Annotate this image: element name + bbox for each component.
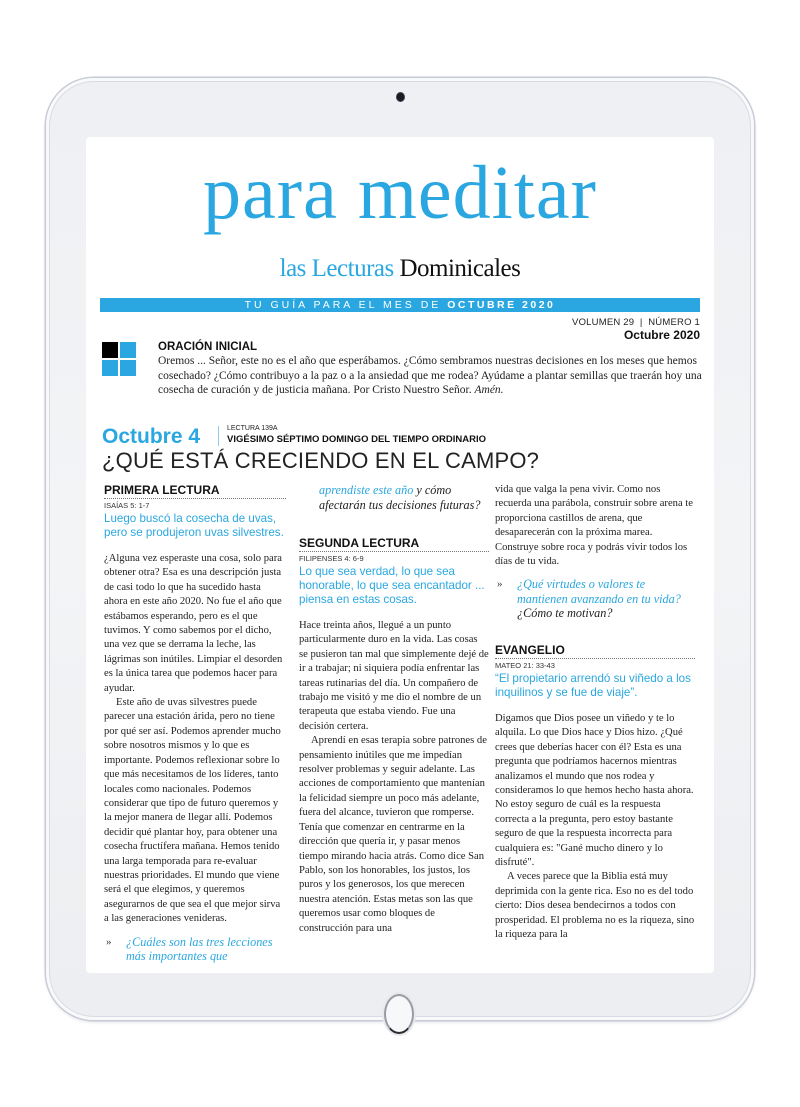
paragraph: vida que valga la pena vivir. Como nos recuerda una parábola, construir sobre arena te proporciona castillos de arena, que desaparecerán con la próxima marea. Construye sobre roca y podrás vivir todos los días de tu vida.: [495, 484, 693, 568]
lectura-number: LECTURA 139A: [227, 425, 278, 432]
tablet-screen: [86, 137, 714, 973]
section-heading: SEGUNDA LECTURA: [299, 536, 489, 552]
reflection-question-continued: [299, 483, 489, 512]
camera-icon: [397, 93, 404, 101]
prayer-title: ORACIÓN INICIAL: [158, 341, 258, 353]
home-button[interactable]: [384, 994, 414, 1034]
scripture-quote: Luego buscó la cosecha de uvas, pero se produjeron uvas silvestres.: [104, 512, 284, 539]
reflection-question: [495, 577, 695, 621]
month-guide-band: [100, 298, 700, 312]
volume-number: VOLUMEN 29 | NÚMERO 1: [572, 317, 700, 328]
raquo-icon: »: [106, 935, 112, 948]
headline: ¿QUÉ ESTÁ CRECIENDO EN EL CAMPO?: [102, 448, 540, 473]
paragraph: A veces parece que la Biblia está muy deprimida con la gente rica. Eso no es del todo cierto: Dios desea bendecirnos a todos con prosperidad. El problema no es la riqueza, sino la riqueza para la: [495, 871, 695, 941]
question-text-blue: aprendiste este año: [319, 483, 414, 497]
four-squares-logo-icon: [102, 342, 136, 376]
sunday-name: VIGÉSIMO SÉPTIMO DOMINGO DEL TIEMPO ORDINARIO: [227, 434, 486, 445]
section-heading: EVANGELIO: [495, 643, 695, 659]
subtitle-blue: las Lecturas: [279, 255, 394, 282]
scripture-ref: FILIPENSES 4: 6-9: [299, 554, 364, 563]
prayer-amen: Amén.: [474, 384, 504, 396]
paragraph: ¿Alguna vez esperaste una cosa, solo para obtener otra? Esa es una descripción justa de casi todo lo que ha sucedido hasta ahora en este año 2020. No fue el año que estábamos esperando, pero es el que tuvimos. Y como sabemos por el dicho, una vez que se derrama la leche, las lágrimas son inútiles. Limpiar el desorden es la única tarea que podemos hacer para ayudar.: [104, 553, 283, 694]
paragraph: Hace treinta años, llegué a un punto particularmente duro en la vida. Las cosas se pusieron tan mal que simplemente dejé de ir a trabajar; ni siquiera podía enfrentar las tareas rutinarias del día. Un compañero de trabajo me visitó y me dio el nombre de un terapeuta que estaba viendo. Fue una decisión certera.: [299, 620, 489, 732]
prayer-body: Oremos ... Señor, este no es el año que esperábamos. ¿Cómo sembramos nuestras decisiones en los meses que hemos cosechado? ¿Cómo contribuyo a la paz o a la ansiedad que me rodea? Ayúdame a plantar semillas que traerán hoy una cosecha de curación y de justicia mañana. Por Cristo Nuestro Señor.: [158, 355, 702, 396]
publication-title: para meditar: [203, 151, 597, 235]
band-month: OCTUBRE 2020: [447, 299, 556, 311]
paragraph: Este año de uvas silvestres puede parecer una estación árida, pero no tiene por qué ser así. Podemos aprender mucho sobre nosotros mismos y lo que es importante. Podemos reflexionar sobre lo que más necesitamos de los líderes, tanto locales como nacionales. Podemos considerar que tipo de futuro queremos y la mejor manera de llegar allí. Podemos decidir qué plantar hoy, para obtener una cosecha fructífera mañana. Hemos tenido una larga temporada para re-evaluar nuestras prioridades. El mundo que viene será el que elegimos, y queremos asegurarnos de que sea el que mejor sirva a las generaciones venideras.: [104, 697, 281, 925]
scripture-ref: ISAÍAS 5: 1-7: [104, 501, 150, 510]
raquo-icon: »: [497, 578, 503, 591]
date-divider: [218, 426, 219, 446]
band-text: TU GUÍA PARA EL MES DE: [244, 299, 442, 311]
publication-subtitle: [86, 255, 714, 283]
column-segunda-lectura: [299, 483, 489, 936]
paragraph: Aprendí en esas terapia sobre patrones de pensamiento inútiles que me impedían resolver problemas y seguir adelante. Las acciones de comportamiento que mantenían la felicidad siempre un poco más adelante, fuera del alcance, tuvieron que romperse. Tenía que comenzar en centrarme en la dirección que quería ir, y pasar menos tiempo mirando hacia atrás. Como dice San Pablo, son los honorables, los justos, los puros y los generosos, los que merecen nuestra atención. Estas metas son las que queremos usar como bloques de construcción para una: [299, 735, 487, 934]
question-text-dark: y cómo afectarán tus decisiones futuras?: [319, 483, 481, 512]
subtitle-black: Dominicales: [399, 255, 521, 282]
question-text-dark: ¿Cómo te motivan?: [517, 606, 613, 621]
question-text-blue: ¿Qué virtudes o valores te mantienen avanzando en tu vida?: [517, 577, 681, 606]
scripture-quote: “El propietario arrendó su viñedo a los inquilinos y se fue de viaje”.: [495, 671, 691, 699]
sunday-date: Octubre 4: [102, 425, 201, 448]
prayer-text: [158, 354, 703, 398]
scripture-quote: Lo que sea verdad, lo que sea honorable, lo que sea encantador ... piensa en estas cosas.: [299, 565, 485, 606]
reflection-question: [104, 935, 286, 964]
column-evangelio: [495, 483, 695, 942]
issue-date: Octubre 2020: [623, 328, 700, 342]
section-heading: PRIMERA LECTURA: [104, 483, 286, 499]
paragraph: Digamos que Dios posee un viñedo y te lo alquila. Lo que Dios hace y Dios hizo. ¿Qué crees que deberías hacer con él? Esta es una pregunta que podríamos hacernos mientras analizamos el mundo que nos rodea y consideramos lo que hemos hecho hasta ahora. No estoy seguro de cuál es la respuesta correcta a la pregunta, pero estoy bastante seguro de que la respuesta incorrecta para cualquiera es: "Gané mucho dinero y lo disfruté".: [495, 712, 694, 868]
scripture-ref: MATEO 21: 33-43: [495, 660, 555, 670]
question-text: ¿Cuáles son las tres lecciones más importantes que: [126, 934, 273, 964]
column-primera-lectura: [104, 483, 286, 964]
